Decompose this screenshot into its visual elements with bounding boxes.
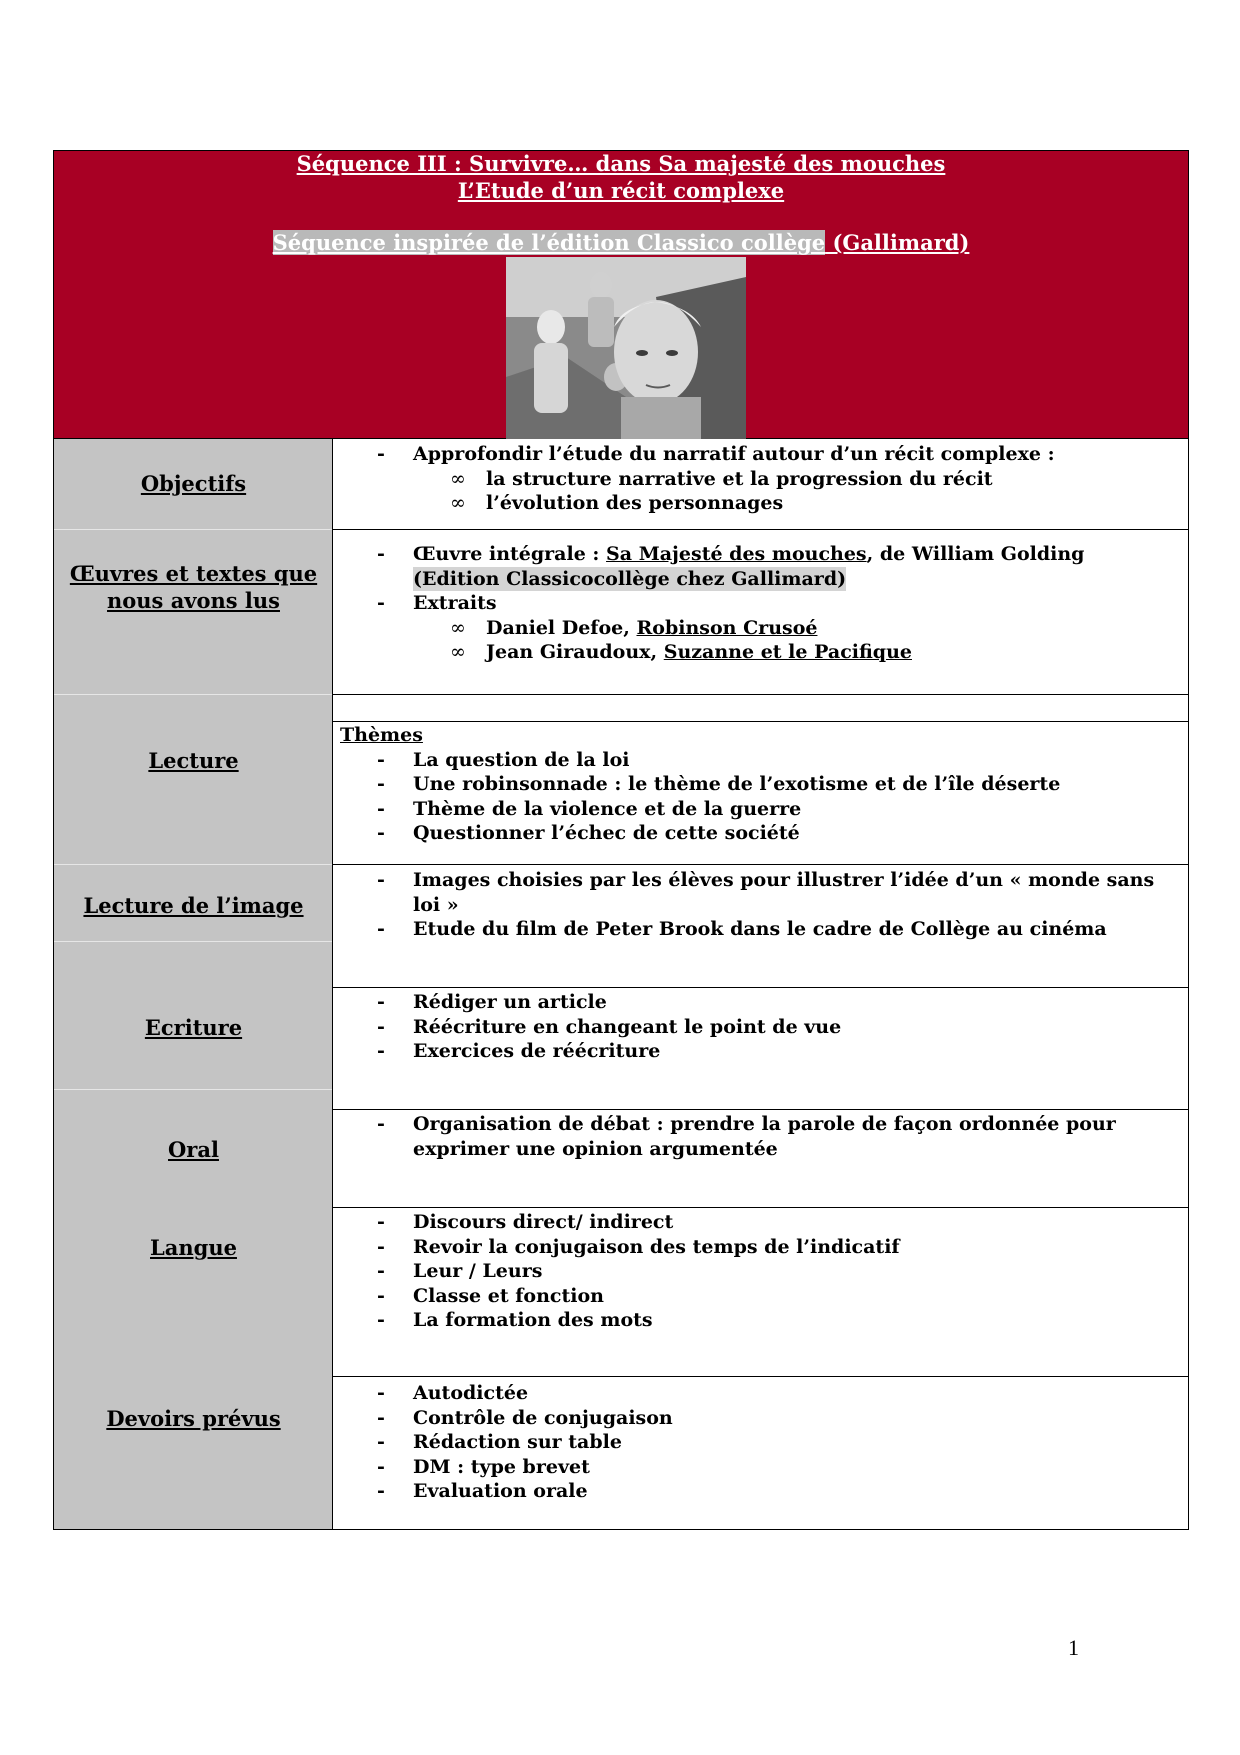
sequence-table	[53, 150, 1189, 1530]
oral-content: - Organisation de débat : prendre la parole de façon ordonnée pour exprimer une opinion argumentée	[377, 1113, 1116, 1160]
book-title: Sa Majesté des mouches	[606, 543, 867, 565]
label-oral: Oral	[168, 1137, 219, 1162]
label-devoirs: Devoirs prévus	[106, 1406, 281, 1431]
source-highlight: Séquence inspirée de l’édition Classico collège	[272, 230, 826, 255]
page-number: 1	[1068, 1635, 1079, 1660]
sequence-source	[54, 230, 1188, 255]
table-header	[54, 151, 1188, 439]
langue-content: - Discours direct/ indirect - Revoir la conjugaison des temps de l’indicatif - Leur / Leurs - Classe et fonction - La formation des mots	[377, 1211, 900, 1331]
source-publisher: (Gallimard)	[825, 230, 970, 255]
section-content-column	[333, 439, 1188, 1529]
themes-heading: Thèmes	[340, 724, 423, 746]
label-objectifs: Objectifs	[140, 471, 247, 496]
oeuvres-content: - Œuvre intégrale : Sa Majesté des mouches, de William Golding (Edition Classicocollège chez Gallimard) - Extraits ∞ Daniel Defoe, Robinson Crusoé ∞ Jean Giraudoux, Suzanne et le Pacifique	[377, 543, 1085, 663]
lecture-content: Thèmes - La question de la loi - Une robinsonnade : le thème de l’exotisme et de l’île déserte - Thème de la violence et de la guerre - Questionner l’échec de cette société	[340, 724, 1061, 844]
label-lecture: Lecture	[148, 748, 239, 773]
section-labels-column	[54, 439, 333, 1529]
film-still-illustration	[506, 257, 746, 439]
sequence-subtitle: L’Etude d’un récit complexe	[457, 178, 785, 203]
edition-note: (Edition Classicocollège chez Gallimard)	[413, 567, 847, 590]
film-still-image	[506, 257, 746, 439]
objectifs-content: - Approfondir l’étude du narratif autour d’un récit complexe : ∞ la structure narrative et la progression du récit ∞ l’évolution des personnages	[377, 443, 1055, 514]
label-ecriture: Ecriture	[144, 1015, 243, 1040]
ecriture-content: - Rédiger un article - Réécriture en changeant le point de vue - Exercices de réécriture	[377, 991, 842, 1062]
label-oeuvres: Œuvres et textes que nous avons lus	[69, 561, 318, 613]
label-langue: Langue	[150, 1235, 237, 1260]
devoirs-content: - Autodictée - Contrôle de conjugaison - Rédaction sur table - DM : type brevet - Evaluation orale	[377, 1382, 673, 1502]
label-lecture-image: Lecture de l’image	[83, 893, 304, 918]
lecture-image-content: - Images choisies par les élèves pour illustrer l’idée d’un « monde sans loi » - Etude du film de Peter Brook dans le cadre de Collège au cinéma	[377, 869, 1155, 940]
sequence-title: Séquence III : Survivre… dans Sa majesté des mouches	[296, 151, 946, 176]
